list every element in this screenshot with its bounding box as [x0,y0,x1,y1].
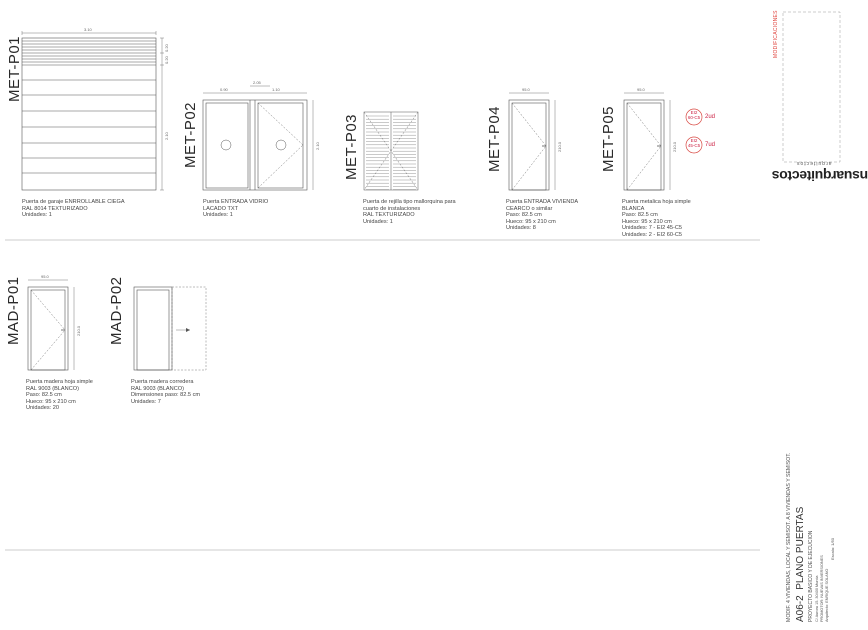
desc-line: Unidades: 20 [26,405,59,412]
desc-met-p03 [363,199,456,225]
desc-line: Puerta metalica hoja simple [622,199,691,205]
door-code-met-p04: MET-P04 [486,105,503,172]
door-code-mad-p01: MAD-P01 [5,276,22,345]
door-met-p05-elevation [624,93,670,190]
door-met-p03-elevation [364,112,418,190]
fire-tag-60-line2: 60-C5 [687,115,701,120]
door-code-mad-p02: MAD-P02 [108,276,125,345]
fire-tag-60-count: 2ud [705,114,716,120]
dim-met-p05-width: 95.0 [637,87,645,92]
dim-met-p02-width-right: 1.10 [272,87,280,92]
glass-marker-right [276,140,286,150]
dim-met-p04-width: 95.0 [522,87,530,92]
desc-met-p01 [22,199,125,219]
desc-line: Unidades: 8 [506,225,536,232]
fire-tag-45-line2: 45-C5 [687,143,701,148]
desc-line: Paso: 82.5 cm [506,212,542,219]
dim-met-p01-width: 3.10 [84,27,92,32]
drawing-scale: Escala: 1/50 [830,537,835,560]
sheet-title: PLANO PUERTAS [795,506,806,590]
desc-met-p04 [506,199,578,232]
desc-line: Puerta ENTRADA VIDRIO [203,199,269,205]
desc-line: BLANCA [622,205,645,212]
dim-met-p04-height: 210.0 [557,141,562,152]
door-code-met-p01: MET-P01 [6,35,23,102]
dim-mad-p01-height: 210.0 [76,325,81,336]
desc-line: LACADO TXT [203,205,239,212]
titleblock-frame [783,12,840,162]
desc-line: Puerta madera corredera [131,379,194,385]
door-met-p01-elevation [22,31,164,190]
fire-tag-45-line1: EI2 [690,138,698,143]
fire-tag-45-label [687,138,701,148]
dim-met-p02-top: 2.05 [253,80,261,85]
desc-line: Puerta de garaje ENRROLLABLE CIEGA [22,199,125,205]
desc-line: Unidades: 1 [203,212,233,219]
glass-marker-left [221,140,231,150]
desc-line: RAL 9003 (BLANCO) [131,385,184,392]
fire-tag-60-line1: EI2 [690,110,698,115]
desc-line: Unidades: 7 - EI2 45-C5 [622,225,683,232]
address-line-2: PROMOTOR: NUEVAS INVERSIONES [820,555,824,622]
desc-line: Puerta ENTRADA VIVIENDA [506,199,579,205]
desc-line: Paso: 82.5 cm [26,392,62,399]
sheet-code: A06-2 [795,595,806,622]
desc-met-p05 [622,199,691,239]
fire-tag-45-count: 7ud [705,142,716,148]
desc-mad-p02 [131,379,200,405]
firm-logo: nsuarquitectos [772,168,868,184]
address-line-3: Arquitecto: ENRIQUE SOLANO [825,568,829,622]
desc-line: RAL 8014 TEXTURIZADO [22,205,88,212]
desc-line: Hueco: 95 x 210 cm [26,398,76,405]
desc-line: Puerta de rejilla tipo mallorquina para [363,199,456,205]
dim-met-p01-right-2: 0.20 [164,56,169,64]
desc-line: CEARCO o similar [506,205,553,212]
door-met-p04-elevation [509,93,555,190]
project-phase: PROYECTO BASICO Y DE EJECUCION [808,530,814,622]
address-line-1: C/ Aurora 15. 30400 Murcia [815,575,819,622]
desc-mad-p01 [26,379,93,412]
firm-logo-sub: arquitectos [796,160,832,166]
door-mad-p01-elevation [28,280,74,370]
roller-slats [22,41,156,62]
desc-line: cuarto de instalaciones [363,205,421,212]
door-code-met-p05: MET-P05 [600,105,617,172]
desc-line: Unidades: 2 - EI2 60-C5 [622,231,683,238]
desc-line: Dimensiones paso: 82.5 cm [131,392,201,399]
sheet-title-block [795,507,806,622]
dim-met-p01-right-1: 0.20 [164,44,169,52]
dim-met-p05-height: 210.0 [672,141,677,152]
dim-met-p01-right-3: 2.10 [164,132,169,140]
desc-line: RAL TEXTURIZADO [363,212,415,219]
fire-tag-60-label [687,110,701,120]
desc-line: Unidades: 1 [363,218,393,225]
dim-mad-p01-width: 95.0 [41,274,49,279]
door-code-met-p02: MET-P02 [182,101,199,168]
desc-line: Hueco: 95 x 210 cm [622,218,672,225]
door-met-p02-elevation [203,86,313,190]
dim-met-p02-width-left: 0.90 [220,87,228,92]
desc-met-p02 [203,199,268,219]
modifications-label: MODIFICACIONES [773,10,779,58]
desc-line: Unidades: 7 [131,398,161,405]
desc-line: Puerta madera hoja simple [26,379,93,385]
dim-met-p02-height: 2.10 [315,142,320,150]
desc-line: Unidades: 1 [22,212,52,219]
desc-line: Paso: 82.5 cm [622,212,658,219]
project-description: MODIF. 4 VIVIENDAS, LOCAL Y SEMISOT. A 8 VIVIENDAS Y SEMISOT. [786,452,792,622]
door-code-met-p03: MET-P03 [343,113,360,180]
desc-line: Hueco: 95 x 210 cm [506,218,556,225]
door-mad-p02-elevation [134,287,206,370]
desc-line: RAL 9003 (BLANCO) [26,385,79,392]
